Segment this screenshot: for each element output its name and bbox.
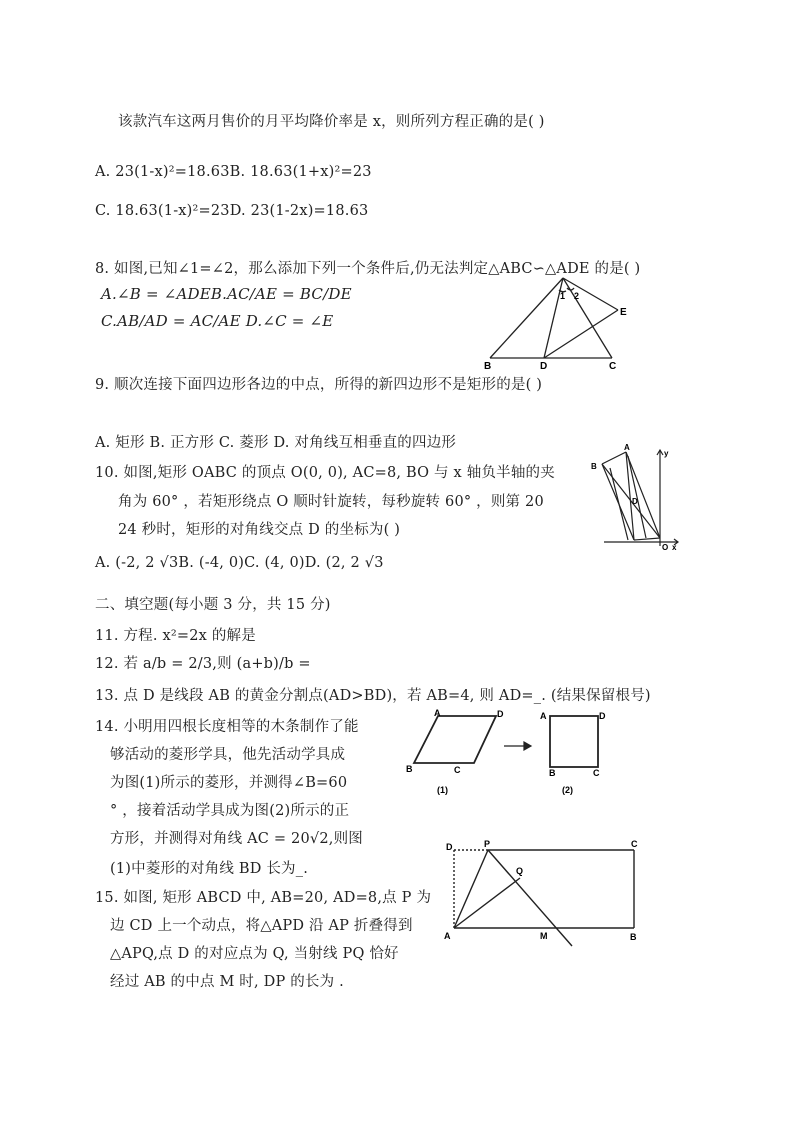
q8-label-one: 1 — [560, 291, 566, 301]
q10-label-y: y — [664, 449, 669, 458]
q14-fig1-label-c: C — [454, 765, 461, 775]
q15-line2: 边 CD 上一个动点，将△APD 沿 AP 折叠得到 — [110, 918, 413, 934]
q8-triangle-figure — [478, 268, 648, 374]
q7-options-cd: C. 18.63(1-x)²=23D. 23(1-2x)=18.63 — [95, 203, 369, 219]
q14-line1: 14. 小明用四根长度相等的木条制作了能 — [95, 719, 359, 735]
section2-title: 二、填空题(每小题 3 分，共 15 分) — [95, 597, 331, 613]
q10-rectangle-figure — [588, 442, 684, 552]
q10-line3: 24 秒时，矩形的对角线交点 D 的坐标为( ) — [118, 522, 401, 538]
q15-line4: 经过 AB 的中点 M 时, DP 的长为 . — [110, 974, 344, 990]
q10-options: A. (-2, 2 √3B. (-4, 0)C. (4, 0)D. (2, 2 √3 — [95, 555, 384, 571]
q15-label-q: Q — [516, 866, 524, 876]
q14-line4: ° ，接着活动学具成为图(2)所示的正 — [110, 803, 350, 819]
q8-label-e: E — [620, 307, 627, 318]
q8-options-ab: A.∠B = ∠ADEB.AC/AE = BC/DE — [101, 285, 352, 303]
q15-label-m: M — [540, 931, 548, 941]
q14-rhombus-square-figure — [400, 706, 610, 798]
q8-options-cd: C.AB/AD = AC/AE D.∠C = ∠E — [101, 312, 334, 330]
q8-label-d: D — [540, 361, 548, 372]
q14-line3: 为图(1)所示的菱形，并测得∠B=60 — [110, 775, 348, 791]
q8-label-c: C — [609, 361, 617, 372]
q15-label-a: A — [444, 931, 451, 941]
q14-fig1-label-d: D — [497, 709, 504, 719]
q10-label-b: B — [591, 462, 597, 471]
q8-label-b: B — [484, 361, 492, 372]
q14-line6: (1)中菱形的对角线 BD 长为_. — [110, 861, 308, 877]
q14-fig1-label-a: A — [434, 708, 441, 718]
q11-text: 11. 方程. x²=2x 的解是 — [95, 628, 256, 644]
q14-fig2-label-b: B — [549, 768, 556, 778]
q14-caption-2: (2) — [562, 785, 573, 795]
q14-fig2-label-a: A — [540, 711, 547, 721]
q12-text: 12. 若 a/b = 2/3,则 (a+b)/b = — [95, 656, 311, 672]
q14-line5: 方形，并测得对角线 AC = 20√2,则图 — [110, 831, 363, 847]
q7-stem: 该款汽车这两月售价的月平均降价率是 x，则所列方程正确的是( ) — [118, 114, 545, 130]
q15-label-c: C — [631, 839, 638, 849]
q10-line1: 10. 如图,矩形 OABC 的顶点 O(0, 0), AC=8, BO 与 x 轴负半轴的夹 — [95, 465, 555, 481]
q10-label-x: x — [672, 543, 677, 552]
q15-line3: △APQ,点 D 的对应点为 Q, 当射线 PQ 恰好 — [110, 946, 399, 962]
q14-line2: 够活动的菱形学具，他先活动学具成 — [110, 747, 346, 763]
q15-label-d: D — [446, 842, 453, 852]
q15-label-p: P — [484, 839, 491, 849]
q14-caption-1: (1) — [437, 785, 448, 795]
q13-text: 13. 点 D 是线段 AB 的黄金分割点(AD>BD)，若 AB=4, 则 AD=_. (结果保留根号) — [95, 688, 651, 704]
q8-stem: 8. 如图,已知∠1=∠2，那么添加下列一个条件后,仍无法判定△ABC∽△ADE 的是( ) — [95, 261, 641, 277]
q10-line2: 角为 60° ，若矩形绕点 O 顺时针旋转，每秒旋转 60° ，则第 20 — [118, 494, 544, 510]
q8-label-two: 2 — [574, 291, 580, 301]
q7-options-ab: A. 23(1-x)²=18.63B. 18.63(1+x)²=23 — [95, 164, 372, 180]
q9-options: A. 矩形 B. 正方形 C. 菱形 D. 对角线互相垂直的四边形 — [95, 435, 457, 451]
q14-fig2-label-c: C — [593, 768, 600, 778]
q10-label-d: D — [632, 497, 638, 506]
q15-rectangle-fold-figure — [440, 836, 648, 948]
q15-label-b: B — [630, 932, 637, 942]
q10-label-o: O — [662, 543, 669, 552]
q15-line1: 15. 如图, 矩形 ABCD 中, AB=20, AD=8,点 P 为 — [95, 890, 432, 906]
q14-fig1-label-b: B — [406, 764, 413, 774]
q10-label-a: A — [624, 443, 630, 452]
q9-stem: 9. 顺次连接下面四边形各边的中点，所得的新四边形不是矩形的是( ) — [95, 377, 543, 393]
q14-fig2-label-d: D — [599, 711, 606, 721]
